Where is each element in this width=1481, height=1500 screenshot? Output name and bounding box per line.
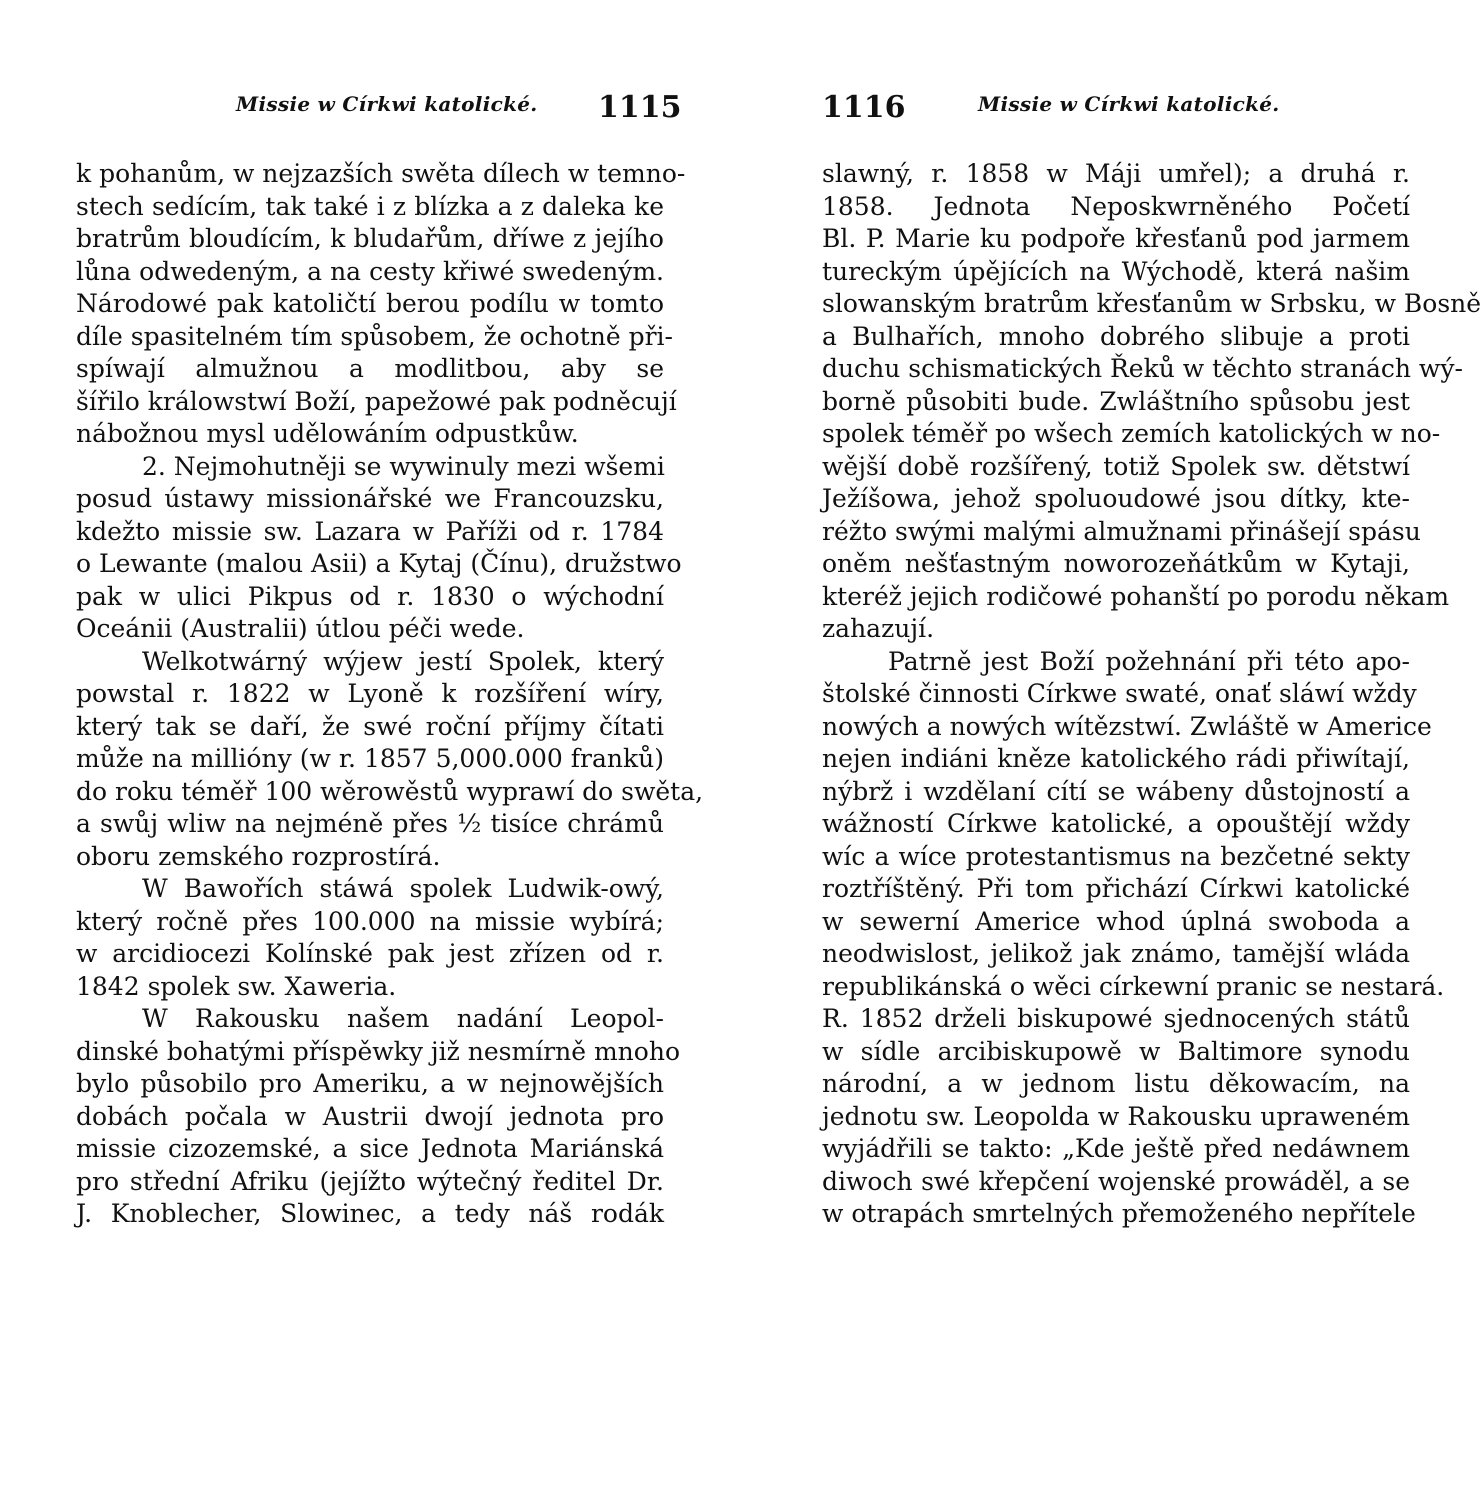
text-line: slowanským bratrům křesťanům w Srbsku, w Bosně <box>822 289 1481 318</box>
text-line: nýbrž i wzdělaní cítí se wábeny důstojností a <box>822 776 1410 806</box>
text-line: Welkotwárný wýjew jestí Spolek, který <box>142 646 664 676</box>
text-line: jednotu sw. Leopolda w Rakousku upraweném <box>822 1101 1410 1131</box>
text-line: bylo působilo pro Ameriku, a w nejnowějších <box>76 1069 664 1098</box>
text-line: wější době rozšířený, totiž Spolek sw. dětstwí <box>822 451 1410 481</box>
text-line: dobách počala w Austrii dwojí jednota pro <box>76 1101 664 1131</box>
text-line: réžto swými malými almužnami přinášejí spásu <box>822 516 1421 546</box>
text-line: oněm nešťastným noworozeňátkům w Kytaji, <box>822 549 1410 578</box>
text-line: w sewerní Americe whod úplná swoboda a <box>822 906 1410 936</box>
text-line: kdežto missie sw. Lazara w Paříži od r. 1784 <box>76 516 664 546</box>
text-line: Národowé pak katoličtí berou podílu w tomto <box>76 289 664 318</box>
page-number: 1115 <box>598 90 682 125</box>
text-line: může na millióny (w r. 1857 5,000.000 franků) <box>76 744 664 773</box>
text-line: wážností Církwe katolické, a opouštějí wždy <box>822 809 1410 838</box>
text-line: stech sedícím, tak také i z blízka a z daleka ke <box>76 191 664 221</box>
text-line: borně působiti bude. Zwláštního spůsobu jest <box>822 386 1410 416</box>
running-head: Missie w Církwi katolické. <box>236 92 538 116</box>
right-page <box>740 0 1480 1500</box>
text-line: nejen indiáni kněze katolického rádi přiwítají, <box>822 744 1410 773</box>
left-page <box>0 0 740 1500</box>
text-line: bratrům bloudícím, k bludařům, dříwe z jejího <box>76 224 664 253</box>
text-line: W Rakousku našem nadání Leopol- <box>142 1004 664 1033</box>
text-line: národní, a w jednom listu děkowacím, na <box>822 1069 1410 1098</box>
body-text <box>76 158 704 1231</box>
text-line: zahazují. <box>822 614 935 643</box>
text-line: missie cizozemské, a sice Jednota Mariánská <box>76 1134 664 1163</box>
text-line: k pohanům, w nejzazších swěta dílech w temno- <box>76 159 686 188</box>
text-line: w arcidiocezi Kolínské pak jest zřízen od r. <box>76 939 664 968</box>
text-line: wyjádřili se takto: „Kde ještě před nedáwnem <box>822 1134 1410 1163</box>
text-line: powstal r. 1822 w Lyoně k rozšíření wíry, <box>76 679 664 708</box>
text-line: který tak se daří, že swé roční příjmy čítati <box>76 711 664 741</box>
text-line: a swůj wliw na nejméně přes ½ tisíce chrámů <box>76 809 664 838</box>
text-line: díle spasitelném tím spůsobem, že ochotně při- <box>76 321 673 351</box>
text-line: dinské bohatými příspěwky již nesmírně mnoho <box>76 1036 680 1066</box>
text-line: šířilo králowstwí Boží, papežowé pak podněcují <box>76 386 677 416</box>
page-number: 1116 <box>822 90 906 125</box>
text-line: oboru zemského rozprostírá. <box>76 841 441 871</box>
text-line: slawný, r. 1858 w Máji umřel); a druhá r. <box>822 159 1410 188</box>
text-line: nábožnou mysl udělowáním odpustkůw. <box>76 419 579 448</box>
text-line: spolek téměř po wšech zemích katolických w no- <box>822 419 1441 448</box>
text-line: a Bulhařích, mnoho dobrého slibuje a proti <box>822 321 1410 351</box>
text-line: W Bawořích stáwá spolek Ludwik-owý, <box>142 874 664 903</box>
text-line: který ročně přes 100.000 na missie wybírá; <box>76 906 664 936</box>
running-head: Missie w Církwi katolické. <box>978 92 1280 116</box>
text-line: lůna odwedeným, a na cesty křiwé swedeným. <box>76 256 664 286</box>
text-line: spíwají almužnou a modlitbou, aby se <box>76 354 664 383</box>
text-line: neodwislost, jelikož jak známo, tamější wláda <box>822 939 1410 968</box>
text-line: republikánská o wěci církewní pranic se nestará. <box>822 971 1445 1001</box>
text-line: Bl. P. Marie ku podpoře křesťanů pod jarmem <box>822 224 1410 253</box>
text-line: w otrapách smrtelných přemoženého nepřítele <box>822 1199 1416 1228</box>
text-line: posud ústawy missionářské we Francouzsku, <box>76 484 664 513</box>
text-line: 1842 spolek sw. Xaweria. <box>76 971 397 1001</box>
text-line: 1858. Jednota Neposkwrněného Početí <box>822 191 1410 221</box>
text-line: diwoch swé křepčení wojenské prowáděl, a se <box>822 1166 1410 1196</box>
text-line: nowých a nowých wítězstwí. Zwláště w Americe <box>822 711 1432 741</box>
text-line: pro střední Afriku (jejížto wýtečný ředitel Dr. <box>76 1166 664 1196</box>
text-line: štolské činnosti Církwe swaté, onať sláwí wždy <box>822 679 1417 708</box>
text-line: do roku téměř 100 wěrowěstů wyprawí do swěta, <box>76 776 704 806</box>
text-line: 2. Nejmohutněji se wywinuly mezi wšemi <box>142 451 665 481</box>
text-line: Ježíšowa, jehož spoluoudowé jsou dítky, kte- <box>822 484 1410 513</box>
text-line: R. 1852 drželi biskupowé sjednocených států <box>822 1004 1410 1033</box>
text-line: pak w ulici Pikpus od r. 1830 o wýchodní <box>76 581 664 611</box>
text-line: Patrně jest Boží požehnání při této apo- <box>888 646 1410 676</box>
text-line: duchu schismatických Řeků w těchto stranách wý- <box>822 354 1463 383</box>
text-line: w sídle arcibiskupowě w Baltimore synodu <box>822 1036 1410 1066</box>
text-line: Oceánii (Australii) útlou péči wede. <box>76 614 525 643</box>
text-line: tureckým úpějících na Wýchodě, která našim <box>822 256 1410 286</box>
text-line: roztříštěný. Při tom přichází Církwi katolické <box>822 874 1410 903</box>
text-line: kteréž jejich rodičowé pohanští po porodu někam <box>822 581 1450 611</box>
text-line: o Lewante (malou Asii) a Kytaj (Čínu), družstwo <box>76 549 682 578</box>
body-text <box>822 158 1481 1231</box>
text-line: wíc a wíce protestantismus na bezčetné sekty <box>822 841 1410 871</box>
text-line: J. Knoblecher, Slowinec, a tedy náš rodák <box>76 1199 664 1228</box>
